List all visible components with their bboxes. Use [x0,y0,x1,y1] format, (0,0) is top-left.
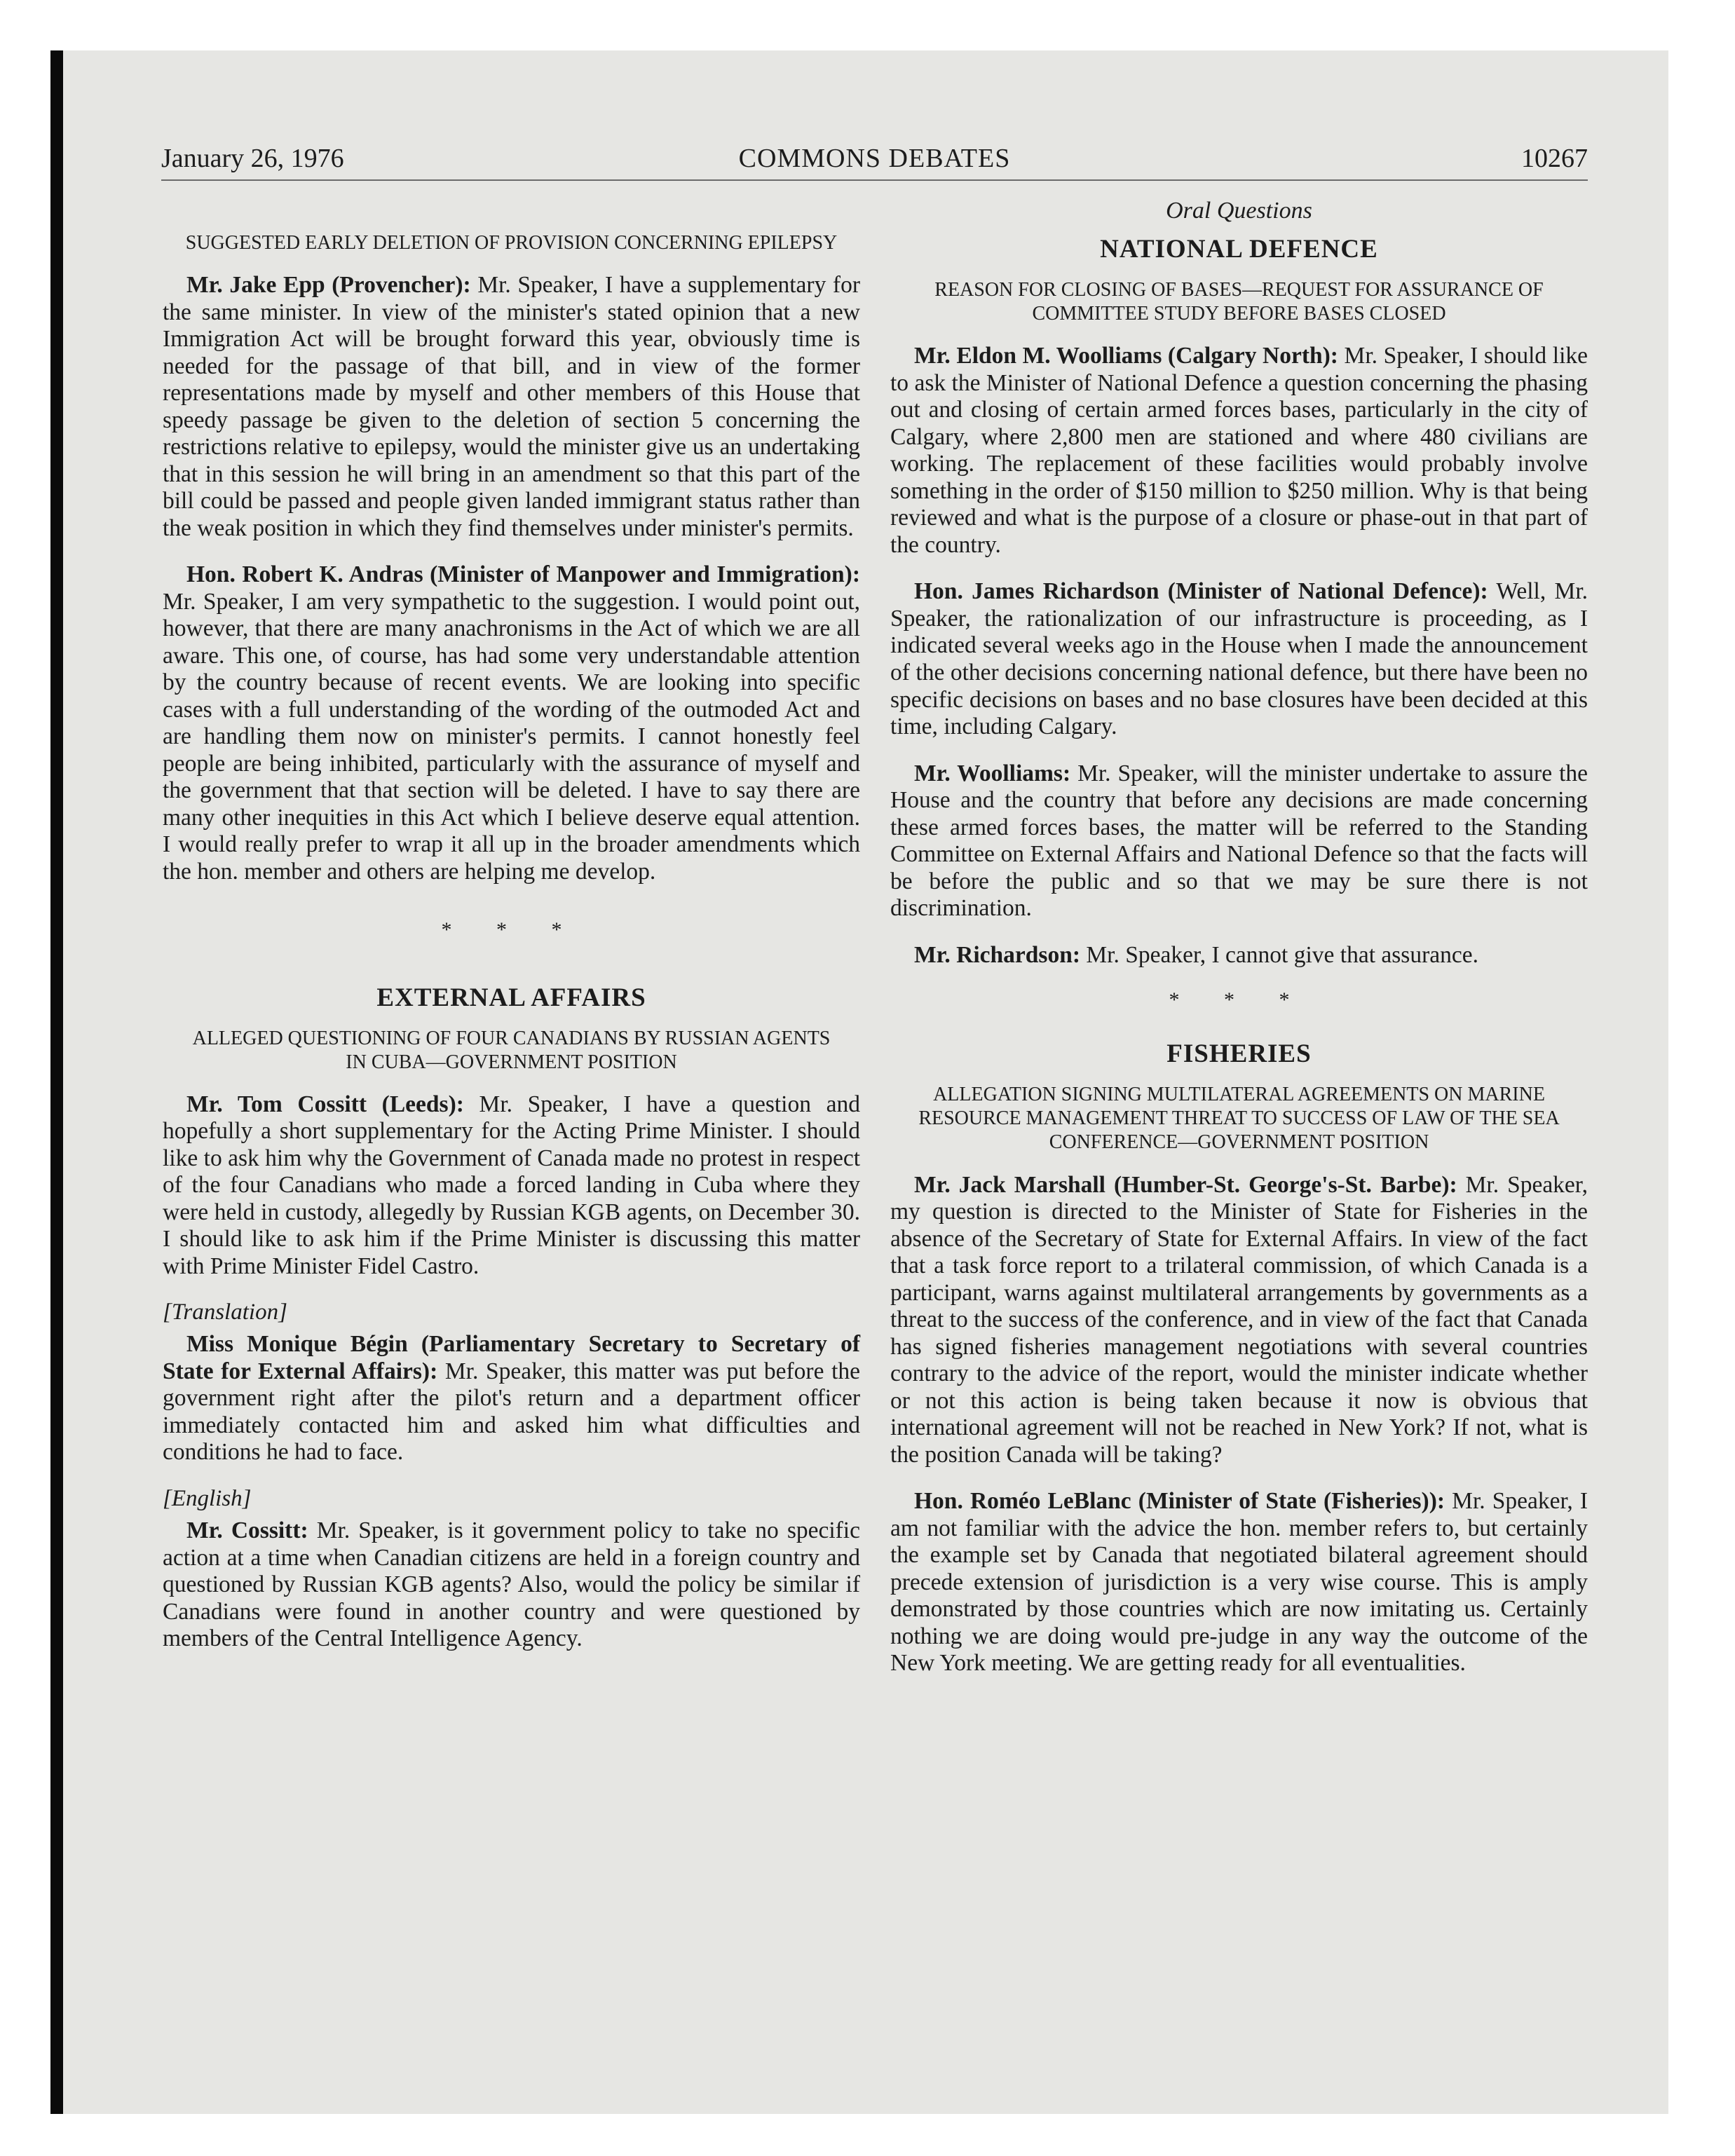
speaker-name: Hon. Robert K. Andras (Minister of Manpower and Immigration): [186,561,860,588]
speech-text: Mr. Speaker, I am not familiar with the advice the hon. member refers to, but certainly the example set by Canada that negotiated bilateral agreement should precede extension of jurisdiction is a very wise course. This is amply demonstrated by those countries which are now imitating us. Certainly nothing we are doing would pre-judge in any way the outcome of the New York meeting. We are getting ready for all eventualities. [890,1488,1588,1677]
section-title-national-defence: NATIONAL DEFENCE [1100,235,1378,264]
left-column [163,198,860,1672]
speaker-name: Mr. Jack Marshall (Humber-St. George's-St. Barbe): [914,1171,1457,1198]
speech-text: Mr. Speaker, I have a question and hopefully a short supplementary for the Acting Prime Minister. I should like to ask him why the Government of Canada made no protest in respect of the four Canadians who made a forced landing in Cuba where they were held in custody, allegedly by Russian KGB agents, on December 30. I should like to ask him if the Prime Minister is discussing this matter with Prime Minister Fidel Castro. [163,1091,860,1279]
running-head [161,139,1588,181]
speech-richardson [890,578,1588,740]
section-separator: * * * [441,917,582,941]
speech-leblanc [890,1488,1588,1677]
subheading-epilepsy: SUGGESTED EARLY DELETION OF PROVISION CONCERNING EPILEPSY [185,232,838,254]
section-separator: * * * [1169,988,1309,1012]
speech-begin [163,1331,860,1466]
speaker-name: Mr. Eldon M. Woolliams (Calgary North): [914,343,1338,369]
speech-text: Mr. Speaker, will the minister undertake to assure the House and the country that before any decisions are made concerning these armed forces bases, the matter will be referred to the Standing Committee on External Affairs and National Defence so that the facts will be before the public and so that we may be sure there is not discrimination. [890,760,1588,922]
speech-text: Mr. Speaker, my question is directed to the Minister of State for Fisheries in the absence of the Secretary of State for External Affairs. In view of the fact that a task force report to a trilateral commission, of which Canada is a participant, warns against multilateral arrangements by governments as a threat to the success of the conference, and in view of the fact that Canada has signed fisheries management negotiations with several countries contrary to the advice of the report, would the minister indicate whether or not this action is being taken because it now is obvious that international agreement will not be reached in New York? If not, what is the position Canada will be taking? [890,1171,1588,1468]
header-publication: COMMONS DEBATES [738,144,1011,173]
translation-marker: [Translation] [163,1299,287,1325]
english-marker: [English] [163,1486,252,1511]
section-title-fisheries: FISHERIES [1166,1039,1312,1069]
subheading-cuba: ALLEGED QUESTIONING OF FOUR CANADIANS BY RUSSIAN AGENTS IN CUBA—GOVERNMENT POSITION [192,1027,831,1073]
speaker-name: Miss Monique Bégin (Parliamentary Secretary to Secretary of State for External Affairs): [163,1331,860,1384]
speaker-name: Hon. James Richardson (Minister of National Defence): [914,578,1488,605]
speech-text: Mr. Speaker, I should like to ask the Minister of National Defence a question concerning the phasing out and closing of certain armed forces bases, particularly in the city of Calgary, where 2,800 men are stationed and where 480 civilians are working. The replacement of these facilities would probably involve something in the order of $150 million to $250 million. Why is that being reviewed and what is the purpose of a closure or phase-out in that part of the country. [890,343,1588,558]
speaker-name: Mr. Richardson: [914,941,1080,968]
speech-cossitt [163,1091,860,1281]
speech-text: Well, Mr. Speaker, the rationalization of our infrastructure is proceeding, as I indicated several weeks ago in the House when I made the announcement of the other decisions concerning national defence, but there have been no specific decisions on bases and no base closures have been decided at this time, including Calgary. [890,578,1588,740]
speech-text: Mr. Speaker, is it government policy to take no specific action at a time when Canadian citizens are held in a foreign country and questioned by Russian KGB agents? Also, would the policy be similar if Canadians were found in another country and were questioned by members of the Central Intelligence Agency. [163,1517,860,1652]
speech-cossitt-followup [163,1517,860,1653]
speaker-name: Hon. Roméo LeBlanc (Minister of State (Fisheries)): [914,1488,1445,1515]
speech-epp [163,272,860,542]
speaker-name: Mr. Tom Cossitt (Leeds): [186,1091,464,1117]
scan-edge [50,50,63,2114]
speech-text: Mr. Speaker, this matter was put before the government right after the pilot's return and a department officer immediately contacted him and asked him what difficulties and conditions he had to face. [163,1358,861,1466]
speaker-name: Mr. Jake Epp (Provencher): [186,272,471,299]
speech-marshall [890,1172,1588,1469]
speech-richardson-reply [890,942,1588,969]
speaker-name: Mr. Cossitt: [186,1517,308,1543]
right-column [890,198,1588,1697]
kicker-oral-questions: Oral Questions [1166,198,1312,224]
header-date: January 26, 1976 [161,144,344,173]
speech-woolliams [890,343,1588,559]
speaker-name: Mr. Woolliams: [914,760,1071,786]
header-page-number: 10267 [1521,144,1588,173]
speech-andras [163,561,860,885]
section-title-external-affairs: EXTERNAL AFFAIRS [376,983,646,1012]
speech-woolliams-followup [890,760,1588,922]
speech-text: Mr. Speaker, I have a supplementary for the same minister. In view of the minister's stated opinion that a new Immigration Act will be brought forward this year, obviously time is needed for the passage of that bill, and in view of the former representations made by myself and other members of this House that speedy passage be given to the deletion of section 5 concerning the restrictions relative to epilepsy, would the minister give us an undertaking that in this session he will bring in an amendment so that this part of the bill could be passed and people given landed immigrant status rather than the weak position in which they find themselves under minister's permits. [163,272,860,541]
speech-text: Mr. Speaker, I cannot give that assurance. [1080,941,1478,968]
speech-text: Mr. Speaker, I am very sympathetic to the suggestion. I would point out, however, that there are many anachronisms in the Act of which we are all aware. This one, of course, has had some very understandable attention by the country because of recent events. We are looking into specific cases with a full understanding of the wording of the outmoded Act and are handling them now on minister's permits. I cannot honestly feel people are being inhibited, particularly with the assurance of myself and the government that that section will be deleted. I have to say there are many other inequities in this Act which I believe deserve equal attention. I would really prefer to wrap it all up in the broader amendments which the hon. member and others are helping me develop. [163,588,860,885]
subheading-bases: REASON FOR CLOSING OF BASES—REQUEST FOR ASSURANCE OF COMMITTEE STUDY BEFORE BASES CLOSED [934,279,1544,325]
subheading-law-of-the-sea: ALLEGATION SIGNING MULTILATERAL AGREEMENTS ON MARINE RESOURCE MANAGEMENT THREAT TO SUCCESS OF LAW OF THE SEA CONFERENCE—GOVERNMENT POSITION [918,1084,1560,1154]
